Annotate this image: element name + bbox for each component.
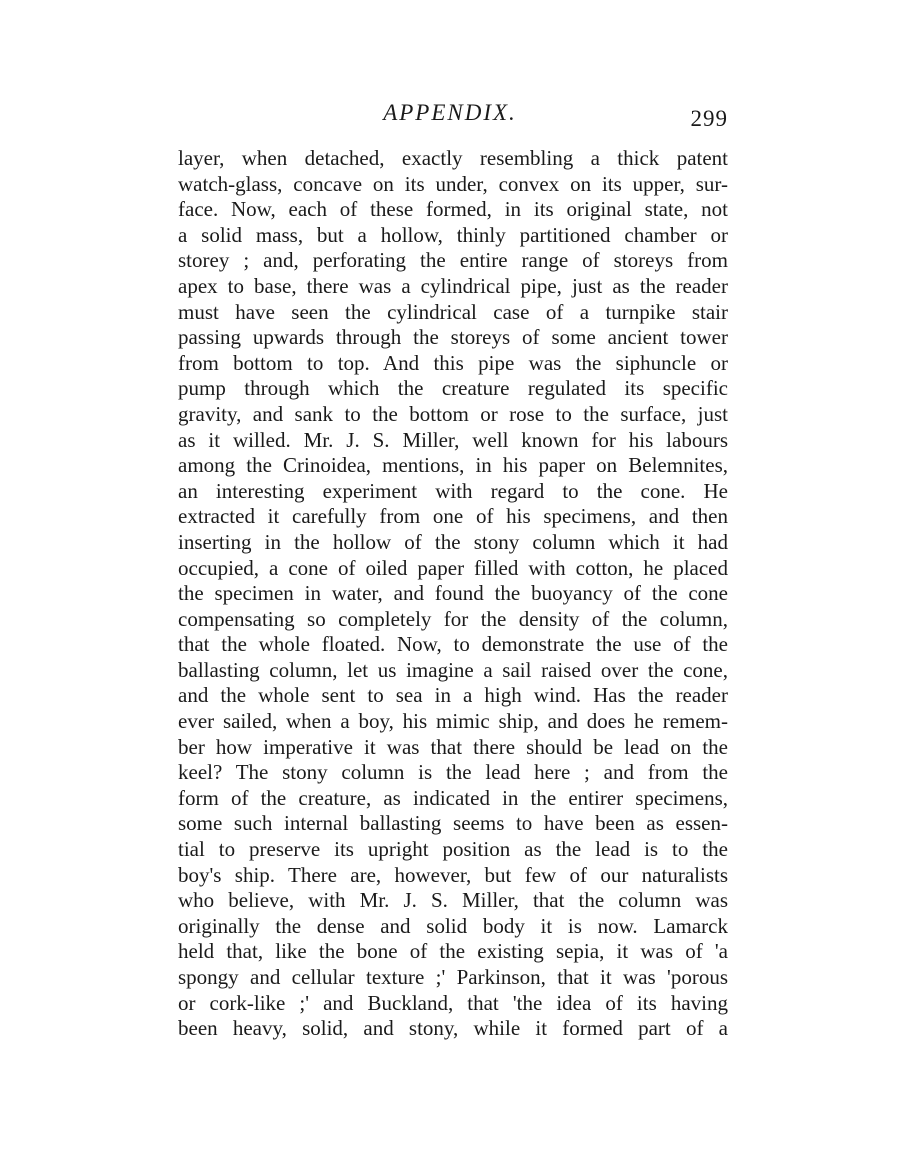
text-line: form of the creature, as indicated in the entirer specimens, [178,785,728,810]
text-line: apex to base, there was a cylindrical pipe, just as the reader [178,273,728,298]
page-header [0,92,900,136]
text-line: must have seen the cylindrical case of a turnpike stair [178,299,728,324]
text-line: watch-glass, concave on its under, convex on its upper, sur- [178,171,728,196]
text-line: inserting in the hollow of the stony column which it had [178,529,728,554]
text-line: passing upwards through the storeys of some ancient tower [178,325,728,350]
text-line: gravity, and sank to the bottom or rose to the surface, just [178,401,728,426]
page-number: 299 [690,106,728,131]
text-line: who believe, with Mr. J. S. Miller, that the column was [178,888,728,913]
text-line: extracted it carefully from one of his specimens, and then [178,504,728,529]
text-line: from bottom to top. And this pipe was the siphuncle or [178,350,728,375]
text-line: or cork-like ;' and Buckland, that 'the idea of its having [178,990,728,1015]
text-line: storey ; and, perforating the entire range of storeys from [178,248,728,273]
text-line: spongy and cellular texture ;' Parkinson, that it was 'porous [178,965,728,989]
text-line: a solid mass, but a hollow, thinly partitioned chamber or [178,222,728,247]
text-line: as it willed. Mr. J. S. Miller, well known for his labours [178,427,728,452]
text-line: held that, like the bone of the existing sepia, it was of 'a [178,939,728,964]
text-line: keel? The stony column is the lead here ; and from the [178,760,728,785]
text-line: pump through which the creature regulated its specific [178,376,728,401]
text-line: face. Now, each of these formed, in its original state, not [178,197,728,222]
text-line: compensating so completely for the density of the column, [178,606,728,631]
text-line: tial to preserve its upright position as the lead is to the [178,837,728,862]
running-head: APPENDIX. [383,100,517,125]
text-line: and the whole sent to sea in a high wind. Has the reader [178,683,728,708]
text-line: ber how imperative it was that there should be lead on the [178,734,728,759]
text-line: the specimen in water, and found the buoyancy of the cone [178,581,728,606]
text-line: some such internal ballasting seems to have been as essen- [178,811,728,836]
text-line: ballasting column, let us imagine a sail raised over the cone, [178,657,728,682]
text-line: occupied, a cone of oiled paper filled with cotton, he placed [178,555,728,580]
text-line: layer, when detached, exactly resembling a thick patent [178,146,728,170]
text-line: originally the dense and solid body it is now. Lamarck [178,913,728,938]
text-line: that the whole floated. Now, to demonstrate the use of the [178,632,728,657]
text-line: ever sailed, when a boy, his mimic ship, and does he remem- [178,709,728,734]
text-line: boy's ship. There are, however, but few of our naturalists [178,862,728,887]
text-line: among the Crinoidea, mentions, in his paper on Belemnites, [178,453,728,478]
text-line: an interesting experiment with regard to the cone. He [178,478,728,503]
text-line: been heavy, solid, and stony, while it formed part of a [178,1016,728,1041]
body-text [178,146,728,1042]
